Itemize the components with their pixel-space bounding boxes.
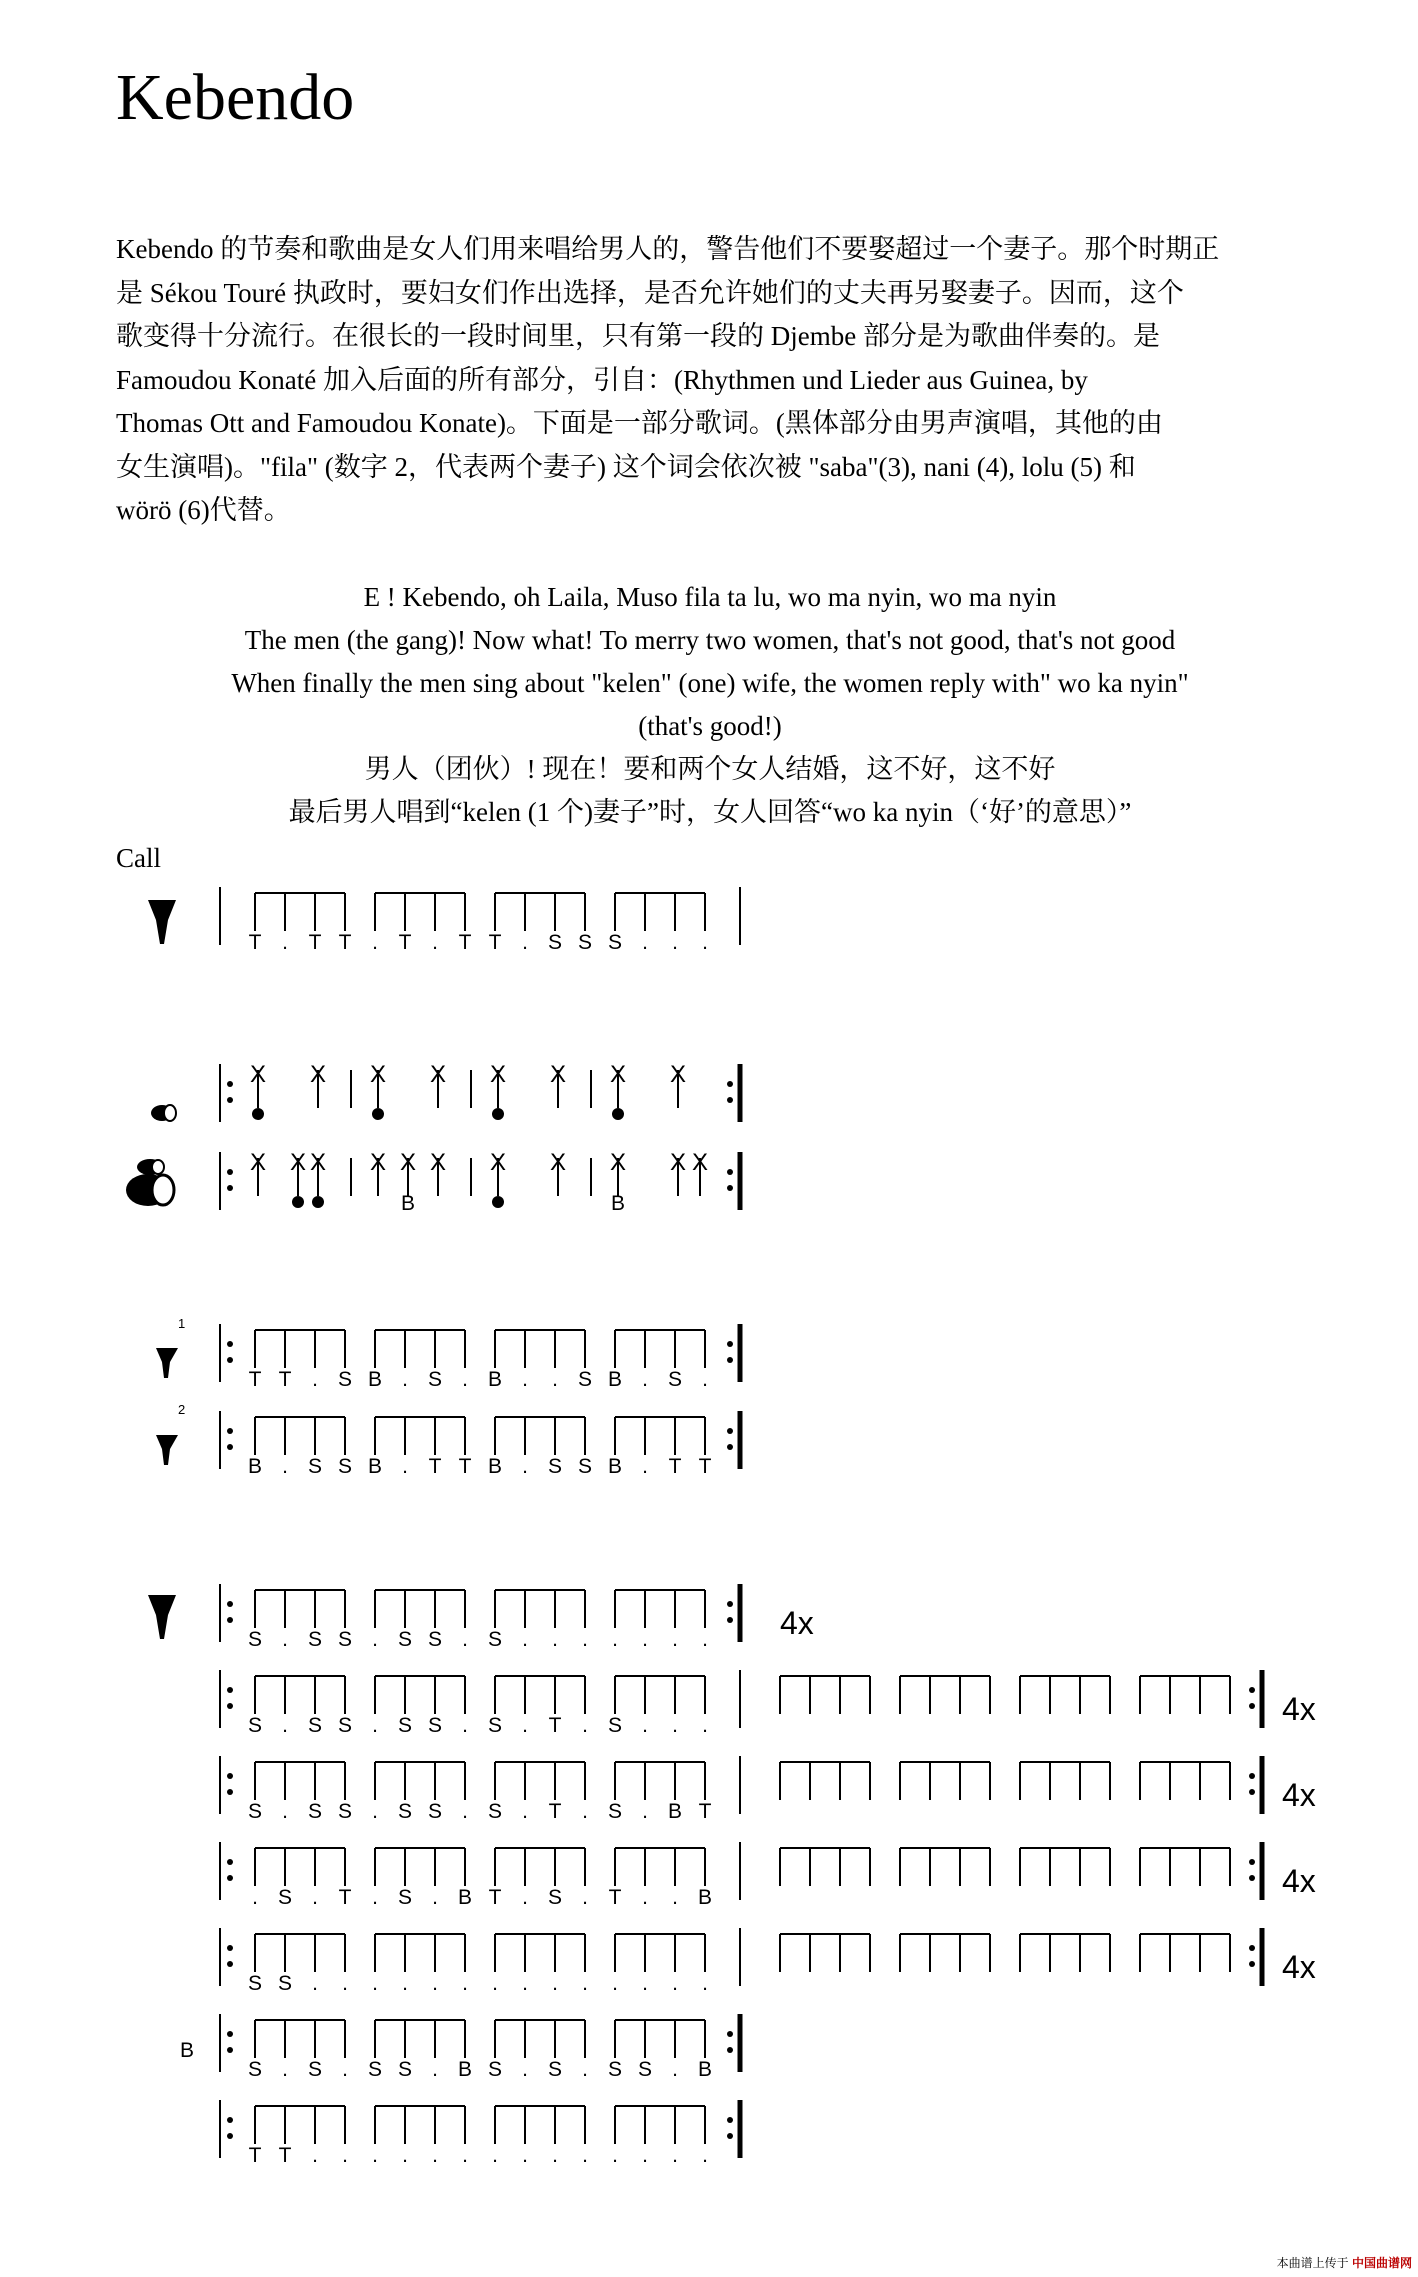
lyric-line: (that's good!) xyxy=(638,711,782,741)
note: S xyxy=(427,1628,443,1651)
note: . xyxy=(522,2144,528,2167)
bell-note: B xyxy=(400,1192,416,1215)
note: . xyxy=(372,931,378,954)
note: S xyxy=(397,1800,413,1823)
note: . xyxy=(522,1628,528,1651)
note: S xyxy=(247,1972,263,1995)
cross-note: X xyxy=(691,1149,709,1176)
repeat-dot xyxy=(1249,1773,1255,1779)
repeat-dot xyxy=(727,1601,733,1607)
cross-note: X xyxy=(369,1149,387,1176)
note: . xyxy=(492,1972,498,1995)
note: . xyxy=(372,1800,378,1823)
note: S xyxy=(277,1972,293,1995)
repeat-dot xyxy=(727,2133,733,2139)
repeat-dot xyxy=(1249,1875,1255,1881)
note: . xyxy=(372,1628,378,1651)
cross-note: X xyxy=(489,1061,507,1088)
note: S xyxy=(577,1368,593,1391)
note: . xyxy=(672,2144,678,2167)
note: . xyxy=(702,931,708,954)
note: . xyxy=(402,2144,408,2167)
note: . xyxy=(432,1886,438,1909)
note: . xyxy=(342,2144,348,2167)
note: . xyxy=(372,1714,378,1737)
note: . xyxy=(612,1628,618,1651)
note: T xyxy=(458,931,472,954)
note: . xyxy=(432,1972,438,1995)
cross-note: X xyxy=(429,1061,447,1088)
repeat-dot xyxy=(727,1428,733,1434)
djembe-icon xyxy=(148,1595,176,1639)
note: T xyxy=(608,1886,622,1909)
note: . xyxy=(282,2058,288,2081)
cross-note: X xyxy=(249,1149,267,1176)
bell-note: B xyxy=(610,1192,626,1215)
note: . xyxy=(432,931,438,954)
voice-number: 1 xyxy=(178,1316,186,1331)
note: T xyxy=(458,1455,472,1478)
note: B xyxy=(367,1455,383,1478)
repeat-dot xyxy=(227,2031,233,2037)
repeat-dot xyxy=(1249,1703,1255,1709)
note: . xyxy=(312,1368,318,1391)
repeat-dot xyxy=(727,1081,733,1087)
repeat-dot xyxy=(1249,1859,1255,1865)
note: B xyxy=(457,2058,473,2081)
note: . xyxy=(582,1972,588,1995)
repeat-dot xyxy=(227,1169,233,1175)
note: T xyxy=(248,931,262,954)
note: T xyxy=(338,931,352,954)
cross-note: X xyxy=(249,1061,267,1088)
repeat-dot xyxy=(1249,1789,1255,1795)
repeat-dot xyxy=(727,2047,733,2053)
note: T xyxy=(488,1886,502,1909)
cross-note: X xyxy=(289,1149,307,1176)
note: . xyxy=(282,1800,288,1823)
cross-note: X xyxy=(549,1061,567,1088)
note: T xyxy=(698,1455,712,1478)
repeat-dot xyxy=(227,1097,233,1103)
note: S xyxy=(277,1886,293,1909)
note: B xyxy=(607,1368,623,1391)
lyric-line: 最后男人唱到“kelen (1 个)妻子”时，女人回答“wo ka nyin（‘好’的意思）” xyxy=(288,797,1132,827)
repeat-dot xyxy=(227,1428,233,1434)
note: . xyxy=(522,1714,528,1737)
repeat-dot xyxy=(227,2047,233,2053)
lyric-line: 男人（团伙）! 现在！要和两个女人结婚，这不好，这不好 xyxy=(364,754,1056,784)
note: . xyxy=(672,931,678,954)
repeat-dot xyxy=(727,1444,733,1450)
note: S xyxy=(427,1800,443,1823)
bell-dot xyxy=(492,1196,504,1208)
note: S xyxy=(547,2058,563,2081)
cross-note: X xyxy=(609,1149,627,1176)
note: . xyxy=(672,1972,678,1995)
note: . xyxy=(282,1455,288,1478)
bell-dot xyxy=(312,1196,324,1208)
cross-note: X xyxy=(309,1149,327,1176)
note: B xyxy=(607,1455,623,1478)
note: . xyxy=(462,2144,468,2167)
repeat-dot xyxy=(727,1169,733,1175)
note: . xyxy=(462,1368,468,1391)
note: S xyxy=(307,2058,323,2081)
repeat-count: 4x xyxy=(1282,1949,1316,1985)
intro-line: 是 Sékou Touré 执政时，要妇女们作出选择，是否允许她们的丈夫再另娶妻子。因而，这个 xyxy=(116,277,1184,308)
note: B xyxy=(487,1455,503,1478)
note: . xyxy=(642,1972,648,1995)
repeat-dot xyxy=(727,2117,733,2123)
note: T xyxy=(338,1886,352,1909)
note: . xyxy=(252,1886,258,1909)
note: . xyxy=(522,1972,528,1995)
note: T xyxy=(698,1800,712,1823)
note: T xyxy=(398,931,412,954)
note: . xyxy=(552,1368,558,1391)
repeat-dot xyxy=(227,1875,233,1881)
note: . xyxy=(642,931,648,954)
note: . xyxy=(702,1368,708,1391)
note: . xyxy=(312,1972,318,1995)
footer-watermark xyxy=(1277,2254,1412,2271)
cross-note: X xyxy=(489,1149,507,1176)
note: S xyxy=(307,1714,323,1737)
repeat-count: 4x xyxy=(1282,1691,1316,1727)
note: B xyxy=(487,1368,503,1391)
repeat-dot xyxy=(227,1789,233,1795)
note: T xyxy=(248,2144,262,2167)
note: . xyxy=(672,2058,678,2081)
note: T xyxy=(428,1455,442,1478)
note: B xyxy=(457,1886,473,1909)
note: S xyxy=(667,1368,683,1391)
note: S xyxy=(397,1628,413,1651)
note: T xyxy=(668,1455,682,1478)
intro-line: 女生演唱)。"fila" (数字 2，代表两个妻子) 这个词会依次被 "saba"(3), nani (4), lolu (5) 和 xyxy=(116,451,1136,482)
note: . xyxy=(462,1972,468,1995)
note: . xyxy=(492,2144,498,2167)
cross-note: X xyxy=(399,1149,417,1176)
note: S xyxy=(367,2058,383,2081)
footer-site: 中国曲谱网 xyxy=(1351,2256,1412,2270)
note: . xyxy=(462,1628,468,1651)
repeat-dot xyxy=(227,1081,233,1087)
repeat-dot xyxy=(227,1945,233,1951)
intro-line: Kebendo 的节奏和歌曲是女人们用来唱给男人的，警告他们不要娶超过一个妻子。那个时期正 xyxy=(116,234,1220,264)
djembe-small-icon xyxy=(156,1316,185,1378)
bell-dot xyxy=(372,1108,384,1120)
djembe-icon xyxy=(148,900,176,944)
repeat-dot xyxy=(227,1444,233,1450)
note: . xyxy=(582,1628,588,1651)
cross-note: X xyxy=(309,1061,327,1088)
note: . xyxy=(702,1628,708,1651)
note: . xyxy=(372,1972,378,1995)
note: . xyxy=(642,1800,648,1823)
note: . xyxy=(432,2144,438,2167)
repeat-dot xyxy=(227,1961,233,1967)
note: . xyxy=(582,1886,588,1909)
note: S xyxy=(247,1800,263,1823)
note: B xyxy=(697,1886,713,1909)
note: T xyxy=(248,1368,262,1391)
note: . xyxy=(672,1886,678,1909)
note: . xyxy=(522,1455,528,1478)
dundun-stack-icon xyxy=(126,1159,174,1206)
note: S xyxy=(337,1714,353,1737)
repeat-dot xyxy=(227,1703,233,1709)
note: S xyxy=(307,1628,323,1651)
repeat-dot xyxy=(227,1773,233,1779)
note: S xyxy=(337,1800,353,1823)
lyric-line: The men (the gang)! Now what! To merry two women, that's not good, that's not good xyxy=(244,625,1176,655)
note: . xyxy=(342,1972,348,1995)
lyric-line: When finally the men sing about "kelen" (one) wife, the women reply with" wo ka nyin" xyxy=(231,668,1189,698)
repeat-count: 4x xyxy=(1282,1863,1316,1899)
note: . xyxy=(642,1368,648,1391)
repeat-dot xyxy=(227,1687,233,1693)
repeat-dot xyxy=(1249,1945,1255,1951)
note: . xyxy=(672,1714,678,1737)
intro-line: 歌变得十分流行。在很长的一段时间里，只有第一段的 Djembe 部分是为歌曲伴奏的。是 xyxy=(116,321,1160,351)
note: . xyxy=(702,2144,708,2167)
cross-note: X xyxy=(669,1061,687,1088)
repeat-dot xyxy=(227,1859,233,1865)
cross-note: X xyxy=(549,1149,567,1176)
note: . xyxy=(522,1886,528,1909)
note: . xyxy=(282,1714,288,1737)
note: S xyxy=(487,1628,503,1651)
bell-dot xyxy=(492,1108,504,1120)
note: T xyxy=(548,1714,562,1737)
note: . xyxy=(522,2058,528,2081)
bell-dot xyxy=(252,1108,264,1120)
cross-note: X xyxy=(669,1149,687,1176)
note: S xyxy=(577,931,593,954)
note: S xyxy=(337,1368,353,1391)
note: . xyxy=(582,1800,588,1823)
note: T xyxy=(308,931,322,954)
lyric-line: E ! Kebendo, oh Laila, Muso fila ta lu, wo ma nyin, wo ma nyin xyxy=(363,582,1057,612)
note: . xyxy=(342,2058,348,2081)
note: . xyxy=(282,1628,288,1651)
voice-number: 2 xyxy=(178,1402,186,1417)
cross-note: X xyxy=(429,1149,447,1176)
note: B xyxy=(247,1455,263,1478)
note: . xyxy=(402,1368,408,1391)
note: S xyxy=(547,931,563,954)
note: . xyxy=(402,1455,408,1478)
note: . xyxy=(642,1714,648,1737)
note: . xyxy=(642,1628,648,1651)
note: S xyxy=(397,1886,413,1909)
note: B xyxy=(667,1800,683,1823)
page-title: Kebendo xyxy=(116,61,355,134)
repeat-count: 4x xyxy=(780,1605,814,1641)
note: B xyxy=(367,1368,383,1391)
note: S xyxy=(397,1714,413,1737)
bell-dot xyxy=(612,1108,624,1120)
note: . xyxy=(552,2144,558,2167)
repeat-dot xyxy=(727,2031,733,2037)
note: . xyxy=(702,1972,708,1995)
note: . xyxy=(642,1455,648,1478)
note: . xyxy=(702,1714,708,1737)
note: S xyxy=(547,1886,563,1909)
repeat-dot xyxy=(227,1341,233,1347)
note: S xyxy=(307,1455,323,1478)
note: S xyxy=(487,1800,503,1823)
note: . xyxy=(462,1714,468,1737)
repeat-dot xyxy=(727,1357,733,1363)
repeat-dot xyxy=(1249,1961,1255,1967)
note: . xyxy=(522,931,528,954)
note: T xyxy=(548,1800,562,1823)
djembe-small-icon xyxy=(156,1402,185,1465)
note: S xyxy=(637,2058,653,2081)
note: . xyxy=(582,2144,588,2167)
note: S xyxy=(397,2058,413,2081)
note: . xyxy=(522,1800,528,1823)
pickup-note: B xyxy=(179,2039,195,2062)
note: . xyxy=(552,1972,558,1995)
intro-line: Famoudou Konaté 加入后面的所有部分，引自：(Rhythmen und Lieder aus Guinea, by xyxy=(116,364,1088,395)
note: . xyxy=(672,1628,678,1651)
cross-note: X xyxy=(369,1061,387,1088)
intro-line: Thomas Ott and Famoudou Konate)。下面是一部分歌词。(黑体部分由男声演唱，其他的由 xyxy=(116,408,1163,438)
note: S xyxy=(547,1455,563,1478)
note: S xyxy=(427,1714,443,1737)
repeat-dot xyxy=(1249,1687,1255,1693)
note: S xyxy=(607,1714,623,1737)
note: . xyxy=(402,1972,408,1995)
note: . xyxy=(612,2144,618,2167)
note: S xyxy=(487,1714,503,1737)
note: S xyxy=(607,1800,623,1823)
repeat-dot xyxy=(727,1341,733,1347)
note: . xyxy=(582,2058,588,2081)
note: S xyxy=(337,1628,353,1651)
note: S xyxy=(607,2058,623,2081)
bell-dot xyxy=(292,1196,304,1208)
note: . xyxy=(522,1368,528,1391)
note: T xyxy=(278,2144,292,2167)
repeat-dot xyxy=(227,1357,233,1363)
note: . xyxy=(312,2144,318,2167)
note: . xyxy=(432,2058,438,2081)
note: . xyxy=(462,1800,468,1823)
note: . xyxy=(552,1628,558,1651)
note: . xyxy=(612,1972,618,1995)
note: . xyxy=(582,1714,588,1737)
note: S xyxy=(607,931,623,954)
note: S xyxy=(487,2058,503,2081)
note: S xyxy=(247,1714,263,1737)
cross-note: X xyxy=(609,1061,627,1088)
note: S xyxy=(577,1455,593,1478)
note: . xyxy=(372,2144,378,2167)
note: . xyxy=(642,2144,648,2167)
note: S xyxy=(337,1455,353,1478)
repeat-dot xyxy=(727,1617,733,1623)
note: S xyxy=(307,1800,323,1823)
repeat-count: 4x xyxy=(1282,1777,1316,1813)
note: S xyxy=(427,1368,443,1391)
kenkeni-icon xyxy=(151,1105,176,1121)
note: B xyxy=(697,2058,713,2081)
call-label: Call xyxy=(116,843,161,873)
repeat-dot xyxy=(227,1601,233,1607)
repeat-dot xyxy=(227,2133,233,2139)
note: . xyxy=(312,1886,318,1909)
note: T xyxy=(488,931,502,954)
note: . xyxy=(642,1886,648,1909)
repeat-dot xyxy=(227,1185,233,1191)
repeat-dot xyxy=(727,1097,733,1103)
intro-line: wörö (6)代替。 xyxy=(116,495,291,525)
footer-prefix: 本曲谱上传于 xyxy=(1276,2256,1349,2270)
note: S xyxy=(247,2058,263,2081)
note: S xyxy=(247,1628,263,1651)
repeat-dot xyxy=(227,1617,233,1623)
repeat-dot xyxy=(727,1185,733,1191)
note: . xyxy=(282,931,288,954)
note: . xyxy=(372,1886,378,1909)
repeat-dot xyxy=(227,2117,233,2123)
note: T xyxy=(278,1368,292,1391)
